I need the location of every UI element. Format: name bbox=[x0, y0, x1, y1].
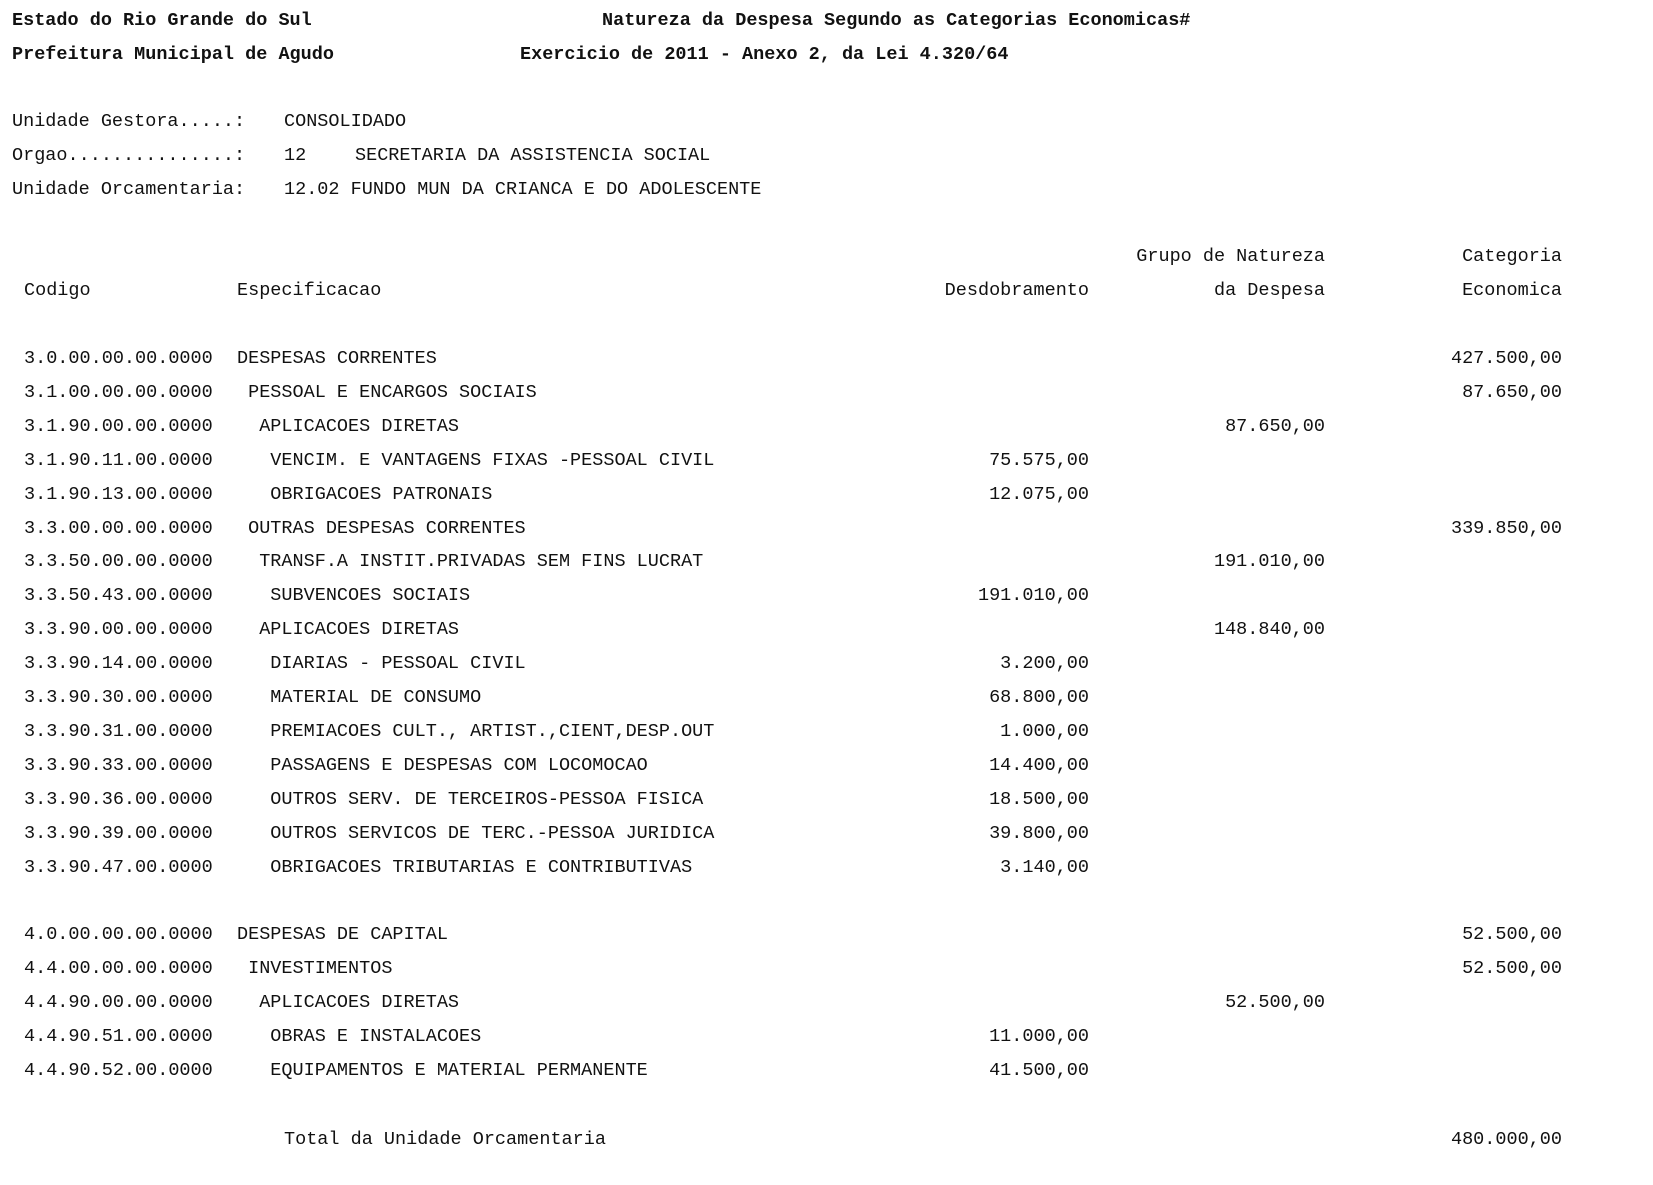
row-desdobramento: 191.010,00 bbox=[977, 585, 1089, 607]
row-specification: OUTROS SERVICOS DE TERC.-PESSOA JURIDICA bbox=[237, 822, 715, 844]
column-header-grupo-line2: da Despesa bbox=[1213, 280, 1325, 301]
row-specification: APLICACOES DIRETAS bbox=[237, 992, 460, 1014]
unidade-gestora-label: Unidade Gestora.....: bbox=[12, 111, 246, 132]
row-code: 4.4.90.00.00.0000 bbox=[24, 992, 213, 1014]
row-code: 3.0.00.00.00.0000 bbox=[24, 348, 213, 369]
column-header-desdobramento: Desdobramento bbox=[944, 280, 1089, 301]
row-categoria: 52.500,00 bbox=[1462, 958, 1562, 980]
header-state: Estado do Rio Grande do Sul bbox=[12, 10, 312, 31]
row-desdobramento: 3.200,00 bbox=[1000, 653, 1089, 675]
row-specification: INVESTIMENTOS bbox=[237, 958, 393, 980]
row-code: 3.1.90.13.00.0000 bbox=[24, 483, 213, 505]
row-code: 3.1.00.00.00.0000 bbox=[24, 381, 213, 403]
row-specification: EQUIPAMENTOS E MATERIAL PERMANENTE bbox=[237, 1059, 648, 1081]
unidade-orcamentaria-label: Unidade Orcamentaria: bbox=[12, 179, 246, 200]
column-header-codigo: Codigo bbox=[24, 280, 91, 301]
row-code: 3.3.50.43.00.0000 bbox=[24, 585, 213, 607]
row-code: 3.3.90.39.00.0000 bbox=[24, 822, 213, 844]
row-code: 3.3.90.36.00.0000 bbox=[24, 788, 213, 810]
row-categoria: 339.850,00 bbox=[1450, 517, 1562, 539]
row-specification: OBRIGACOES PATRONAIS bbox=[237, 483, 493, 505]
row-specification: PASSAGENS E DESPESAS COM LOCOMOCAO bbox=[237, 754, 648, 776]
row-grupo: 87.650,00 bbox=[1225, 415, 1325, 437]
orgao-name: SECRETARIA DA ASSISTENCIA SOCIAL bbox=[355, 145, 711, 166]
orgao-code: 12 bbox=[284, 145, 307, 166]
row-code: 4.4.90.51.00.0000 bbox=[24, 1026, 213, 1047]
row-specification: DESPESAS DE CAPITAL bbox=[237, 924, 448, 946]
row-desdobramento: 14.400,00 bbox=[989, 754, 1089, 776]
row-code: 3.3.00.00.00.0000 bbox=[24, 517, 213, 539]
row-specification: DESPESAS CORRENTES bbox=[237, 348, 437, 369]
unidade-gestora-value: CONSOLIDADO bbox=[284, 111, 407, 132]
row-desdobramento: 41.500,00 bbox=[989, 1059, 1089, 1081]
row-code: 3.1.90.00.00.0000 bbox=[24, 415, 213, 437]
row-specification: VENCIM. E VANTAGENS FIXAS -PESSOAL CIVIL bbox=[237, 449, 715, 471]
row-code: 4.4.90.52.00.0000 bbox=[24, 1059, 213, 1081]
header-subtitle: Exercicio de 2011 - Anexo 2, da Lei 4.320/64 bbox=[520, 44, 1009, 65]
row-desdobramento: 75.575,00 bbox=[989, 449, 1089, 471]
row-specification: DIARIAS - PESSOAL CIVIL bbox=[237, 653, 526, 675]
row-code: 4.0.00.00.00.0000 bbox=[24, 924, 213, 946]
row-categoria: 427.500,00 bbox=[1450, 348, 1562, 369]
row-code: 3.3.50.00.00.0000 bbox=[24, 551, 213, 573]
row-specification: PREMIACOES CULT., ARTIST.,CIENT,DESP.OUT bbox=[237, 720, 715, 742]
row-code: 3.3.90.14.00.0000 bbox=[24, 653, 213, 675]
row-desdobramento: 1.000,00 bbox=[1000, 720, 1089, 742]
row-desdobramento: 3.140,00 bbox=[1000, 856, 1089, 878]
column-header-categoria-line1: Categoria bbox=[1462, 246, 1562, 267]
total-value: 480.000,00 bbox=[1450, 1129, 1562, 1150]
row-specification: SUBVENCOES SOCIAIS bbox=[237, 585, 471, 607]
row-specification: PESSOAL E ENCARGOS SOCIAIS bbox=[237, 381, 537, 403]
row-desdobramento: 39.800,00 bbox=[989, 822, 1089, 844]
row-desdobramento: 18.500,00 bbox=[989, 788, 1089, 810]
row-specification: OUTRAS DESPESAS CORRENTES bbox=[237, 517, 526, 539]
row-code: 3.3.90.30.00.0000 bbox=[24, 687, 213, 708]
row-code: 3.1.90.11.00.0000 bbox=[24, 449, 213, 471]
row-specification: OBRAS E INSTALACOES bbox=[237, 1026, 482, 1047]
header-title: Natureza da Despesa Segundo as Categorias Economicas# bbox=[602, 10, 1191, 31]
row-code: 3.3.90.47.00.0000 bbox=[24, 856, 213, 878]
row-specification: TRANSF.A INSTIT.PRIVADAS SEM FINS LUCRAT bbox=[237, 551, 704, 573]
orgao-label: Orgao...............: bbox=[12, 145, 246, 166]
column-header-grupo-line1: Grupo de Natureza bbox=[1136, 246, 1325, 267]
column-header-categoria-line2: Economica bbox=[1462, 280, 1562, 301]
row-code: 3.3.90.33.00.0000 bbox=[24, 754, 213, 776]
row-grupo: 148.840,00 bbox=[1213, 619, 1325, 641]
row-categoria: 52.500,00 bbox=[1462, 924, 1562, 946]
row-grupo: 52.500,00 bbox=[1225, 992, 1325, 1014]
row-code: 4.4.00.00.00.0000 bbox=[24, 958, 213, 980]
row-specification: MATERIAL DE CONSUMO bbox=[237, 687, 482, 708]
row-specification: APLICACOES DIRETAS bbox=[237, 619, 460, 641]
header-municipality: Prefeitura Municipal de Agudo bbox=[12, 44, 334, 65]
unidade-orcamentaria-value: 12.02 FUNDO MUN DA CRIANCA E DO ADOLESCENTE bbox=[284, 179, 762, 200]
row-categoria: 87.650,00 bbox=[1462, 381, 1562, 403]
row-specification: APLICACOES DIRETAS bbox=[237, 415, 460, 437]
row-code: 3.3.90.31.00.0000 bbox=[24, 720, 213, 742]
row-desdobramento: 11.000,00 bbox=[989, 1026, 1089, 1047]
total-label: Total da Unidade Orcamentaria bbox=[284, 1129, 606, 1150]
row-specification: OUTROS SERV. DE TERCEIROS-PESSOA FISICA bbox=[237, 788, 704, 810]
row-desdobramento: 68.800,00 bbox=[989, 687, 1089, 708]
row-specification: OBRIGACOES TRIBUTARIAS E CONTRIBUTIVAS bbox=[237, 856, 693, 878]
row-desdobramento: 12.075,00 bbox=[989, 483, 1089, 505]
column-header-especificacao: Especificacao bbox=[237, 280, 382, 301]
row-code: 3.3.90.00.00.0000 bbox=[24, 619, 213, 641]
row-grupo: 191.010,00 bbox=[1213, 551, 1325, 573]
